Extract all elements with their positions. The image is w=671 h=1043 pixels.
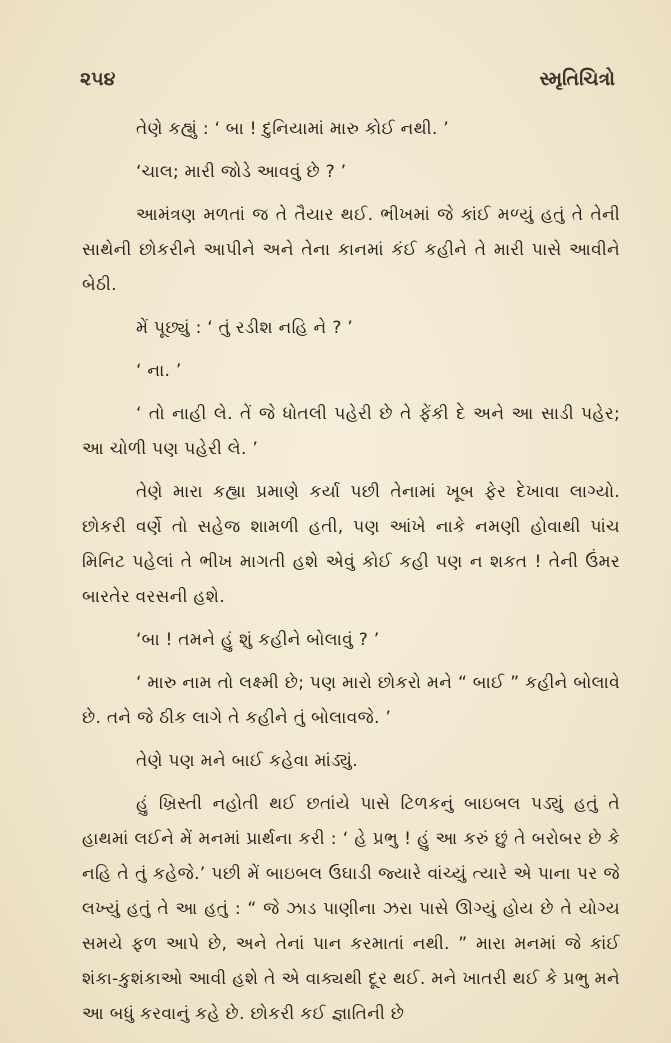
paragraph: તેણે મારા કહ્યા પ્રમાણે કર્યા પછી તેનામાં ખૂબ ફેર દેખાવા લાગ્યો. છોકરી વર્ણે તો સહેજ શામળી હતી, પણ આંખે નાકે નમણી હોવાથી પાંચ મિનિટ પહેલાં તે ભીખ માગતી હશે એવું કોઈ કહી પણ ન શકત ! તેની ઉંમર બારતેર વરસની હશે. [82,482,620,607]
paragraph: ‘ચાલ; મારી જોડે આવવું છે ? ’ [136,162,347,182]
paragraph: ‘બા ! તમને હું શું કહીને બોલાવું ? ’ [136,630,380,650]
paragraph: હું ખ્રિસ્તી નહોતી થઈ છતાંયે પાસે ટિળકનું બાઇબલ પડ્યું હતું તે હાથમાં લઈને મેં મનમાં પ્રાર્થના કરી : ‘ હે પ્રભુ ! હું આ કરું છું તે બરોબર છે કે નહિ તે તું કહેજે.’ પછી મેં બાઇબલ ઉઘાડી જ્યારે વાંચ્યું ત્યારે એ પાના પર જે લખ્યું હતું તે આ હતું : “ જે ઝાડ પાણીના ઝરા પાસે ઊગ્યું હોય છે તે યોગ્ય સમયે ફળ આપે છે, અને તેનાં પાન કરમાતાં નથી. ” મારા મનમાં જે કાંઈ શંકા-કુશંકાઓ આવી હશે તે એ વાક્યથી દૂર થઈ. મને ખાતરી થઈ કે પ્રભુ મને આ બધું કરવાનું કહે છે. છોકરી કઈ જ્ઞાતિની છે [82,794,620,1024]
paragraph: તેણે પણ મને બાઈ કહેવા માંડ્યું. [136,751,358,771]
running-title: સ્મૃતિચિત્રો [539,68,615,90]
paragraph: તેણે કહ્યું : ‘ બા ! દુનિયામાં મારુ કોઈ નથી. ’ [136,119,449,139]
page-number: ૨૫૪ [80,68,116,90]
paragraph: ‘ તો નાહી લે. તેં જે ધોતલી પહેરી છે તે ફેંકી દે અને આ સાડી પહેર; આ ચોળી પણ પહેરી લે. ’ [82,404,620,459]
page-header [80,68,615,98]
body-text [82,112,620,1024]
paragraph: મેં પૂછ્યું : ‘ તું રડીશ નહિ ને ? ’ [136,318,353,338]
paragraph: ‘ ના. ’ [136,361,182,381]
paragraph: ‘ મારુ નામ તો લક્ષ્મી છે; પણ મારો છોકરો મને “ બાઈ ” કહીને બોલાવે છે. તને જે ઠીક લાગે તે કહીને તું બોલાવજે. ’ [82,673,620,728]
paragraph: આમંત્રણ મળતાં જ તે તૈયાર થઈ. ભીખમાં જે કાંઈ મળ્યું હતું તે તેની સાથેની છોકરીને આપીને અને તેના કાનમાં કંઈ કહીને તે મારી પાસે આવીને બેઠી. [82,205,620,295]
